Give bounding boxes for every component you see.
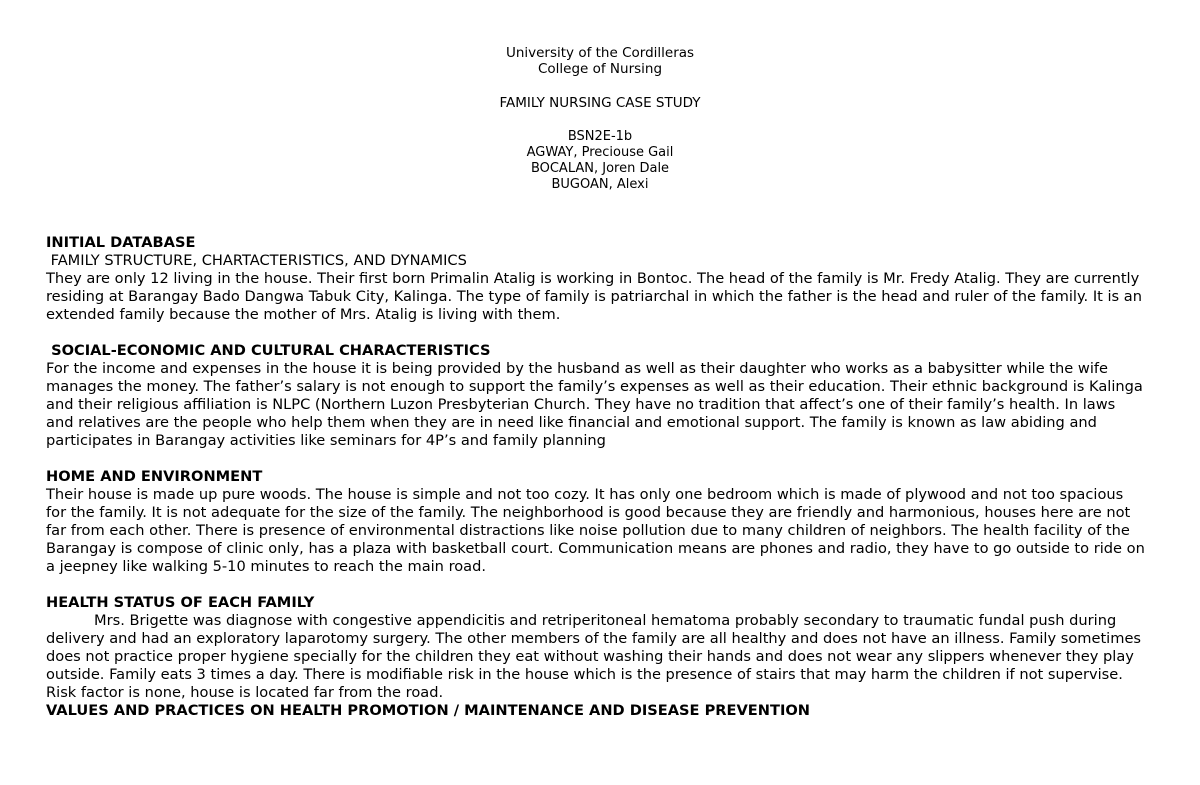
section-heading-socio-economic: SOCIAL-ECONOMIC AND CULTURAL CHARACTERISTICS — [46, 342, 491, 359]
section-heading-initial-database: INITIAL DATABASE — [46, 234, 196, 251]
member-name: BOCALAN, Joren Dale — [530, 161, 670, 176]
member-name: AGWAY, Preciouse Gail — [526, 145, 674, 160]
header-gap — [0, 77, 1200, 95]
section-code: BSN2E-1b — [567, 129, 633, 144]
section-heading-home-environment: HOME AND ENVIRONMENT — [46, 468, 263, 485]
header-gap — [0, 111, 1200, 129]
socio-economic-paragraph: For the income and expenses in the house it is being provided by the husband as well as their daughter who works as a babysitter while the wife manages the money. The father’s salary is not enough to support the family’s expenses as well as their education. Their ethnic background is Kalinga and their religious affiliation is NLPC (Northern Luzon Presbyterian Church. They have no tradition that affect’s one of their family’s health. In laws and relatives are the people who help them when they are in need like financial and emotional support. The family is known as law abiding and participates in Barangay activities like seminars for 4P’s and family planning — [46, 360, 1143, 449]
family-structure-paragraph: They are only 12 living in the house. Their first born Primalin Atalig is working in Bontoc. The head of the family is Mr. Fredy Atalig. They are currently residing at Barangay Bado Dangwa Tabuk City, Kalinga. The type of family is patriarchal in which the father is the head and ruler of the family. It is an extended family because the mother of Mrs. Atalig is living with them. — [46, 270, 1142, 323]
university-name: University of the Cordilleras — [505, 45, 695, 61]
section-heading-values-practices: VALUES AND PRACTICES ON HEALTH PROMOTION / MAINTENANCE AND DISEASE PREVENTION — [46, 702, 810, 719]
health-status-paragraph: Mrs. Brigette was diagnose with congestive appendicitis and retriperitoneal hematoma probably secondary to traumatic fundal push during delivery and had an exploratory laparotomy surgery. The other members of the family are all healthy and does not have an illness. Family sometimes does not practice proper hygiene specially for the children they eat without washing their hands and does not wear any slippers whenever they play outside. Family eats 3 times a day. There is modifiable risk in the house which is the presence of stairs that may harm the children if not supervise. Risk factor is none, house is located far from the road. — [46, 612, 1142, 701]
college-name: College of Nursing — [537, 61, 663, 77]
member-name: BUGOAN, Alexi — [551, 177, 649, 192]
document-body — [46, 234, 1146, 720]
home-environment-paragraph: Their house is made up pure woods. The house is simple and not too cozy. It has only one bedroom which is made of plywood and not too spacious for the family. It is not adequate for the size of the family. The neighborhood is good because they are friendly and harmonious, houses here are not far from each other. There is presence of environmental distractions like noise pollution due to many children of neighbors. The health facility of the Barangay is compose of clinic only, has a plaza with basketball court. Communication means are phones and radio, they have to go outside to ride on a jeepney like walking 5-10 minutes to reach the main road. — [46, 486, 1145, 575]
document-header — [0, 45, 1200, 193]
document-title: FAMILY NURSING CASE STUDY — [499, 95, 701, 111]
section-heading-health-status: HEALTH STATUS OF EACH FAMILY — [46, 594, 315, 611]
section-subheading-family-structure: FAMILY STRUCTURE, CHARTACTERISTICS, AND DYNAMICS — [46, 252, 467, 269]
